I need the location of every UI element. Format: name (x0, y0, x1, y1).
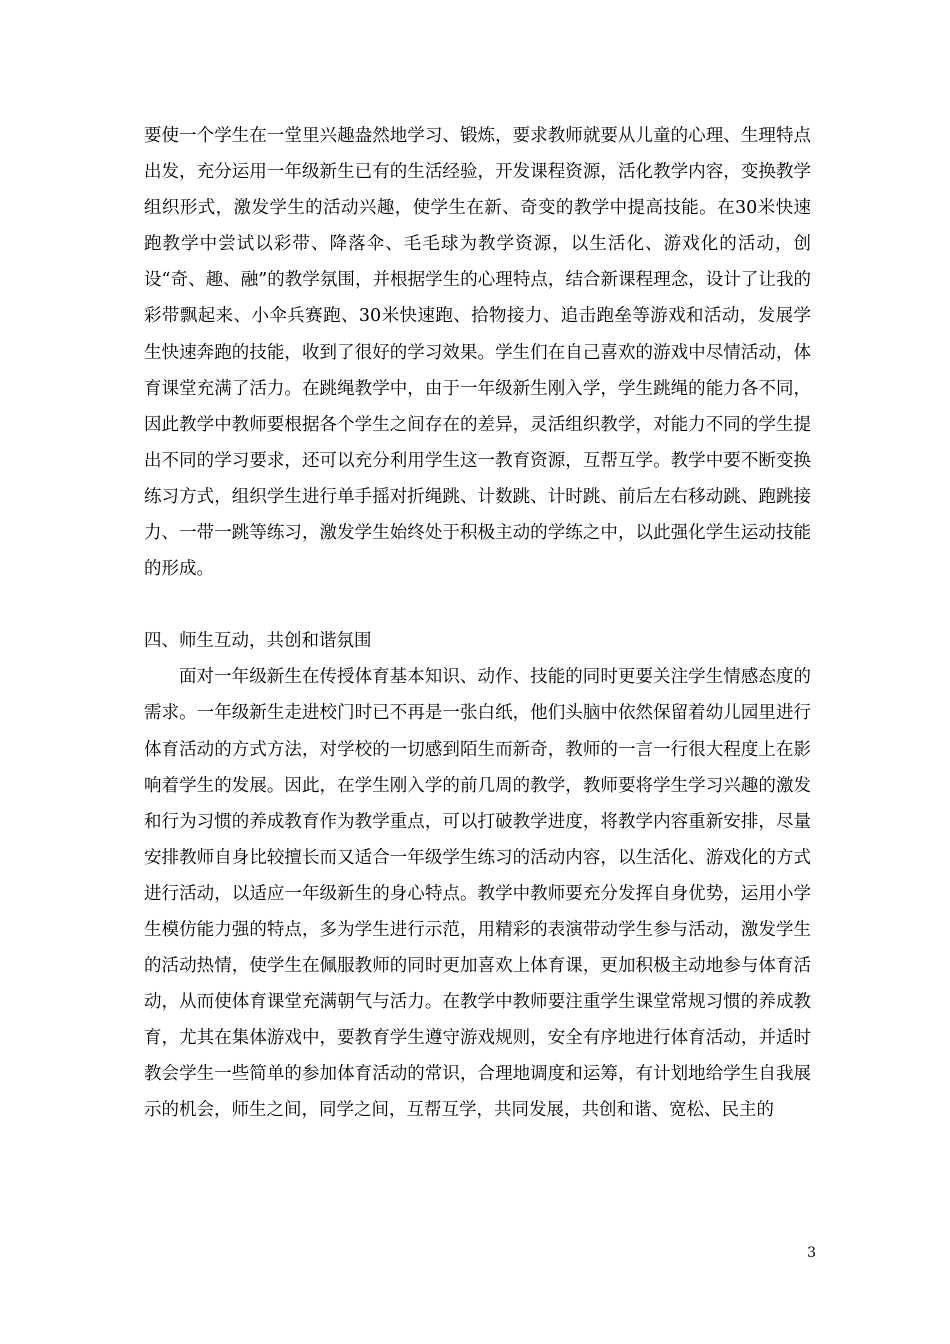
body-paragraph-1: 要使一个学生在一堂里兴趣盎然地学习、锻炼，要求教师就要从儿童的心理、生理特点出发，充分运用一年级新生已有的生活经验，开发课程资源，活化教学内容，变换教学组织形式，激发学生的活动兴趣，使学生在新、奇变的教学中提高技能。在30米快速跑教学中尝试以彩带、降落伞、毛毛球为教学资源，以生活化、游戏化的活动，创设“奇、趣、融”的教学氛围，并根据学生的心理特点，结合新课程理念，设计了让我的彩带飘起来、小伞兵赛跑、30米快速跑、拾物接力、追击跑垒等游戏和活动，发展学生快速奔跑的技能，收到了很好的学习效果。学生们在自己喜欢的游戏中尽情活动，体育课堂充满了活力。在跳绳教学中，由于一年级新生刚入学，学生跳绳的能力各不同，因此教学中教师要根据各个学生之间存在的差异，灵活组织教学，对能力不同的学生提出不同的学习要求，还可以充分利用学生这一教育资源，互帮互学。教学中要不断变换练习方式，组织学生进行单手摇对折绳跳、计数跳、计时跳、前后左右移动跳、跑跳接力、一带一跳等练习，激发学生始终处于积极主动的学练之中，以此强化学生运动技能的形成。 (144, 126, 811, 580)
page-number: 3 (807, 1245, 816, 1261)
section-heading: 四、师生互动，共创和谐氛围 (144, 631, 372, 652)
page-body (144, 118, 811, 1129)
body-paragraph-2: 面对一年级新生在传授体育基本知识、动作、技能的同时更要关注学生情感态度的需求。一年级新生走进校门时已不再是一张白纸，他们头脑中依然保留着幼儿园里进行体育活动的方式方法，对学校的一切感到陌生而新奇，教师的一言一行很大程度上在影响着学生的发展。因此，在学生刚入学的前几周的教学，教师要将学生学习兴趣的激发和行为习惯的养成教育作为教学重点，可以打破教学进度，将教学内容重新安排，尽量安排教师自身比较擅长而又适合一年级学生练习的活动内容，以生活化、游戏化的方式进行活动，以适应一年级新生的身心特点。教学中教师要充分发挥自身优势，运用小学生模仿能力强的特点，多为学生进行示范，用精彩的表演带动学生参与活动，激发学生的活动热情，使学生在佩服教师的同时更加喜欢上体育课，更加积极主动地参与体育活动，从而使体育课堂充满朝气与活力。在教学中教师要注重学生课堂常规习惯的养成教育，尤其在集体游戏中，要教育学生遵守游戏规则，安全有序地进行体育活动，并适时教会学生一些简单的参加体育活动的常识，合理地调度和运筹，有计划地给学生自我展示的机会，师生之间，同学之间，互帮互学，共同发展，共创和谐、宽松、民主的 (144, 667, 811, 1121)
